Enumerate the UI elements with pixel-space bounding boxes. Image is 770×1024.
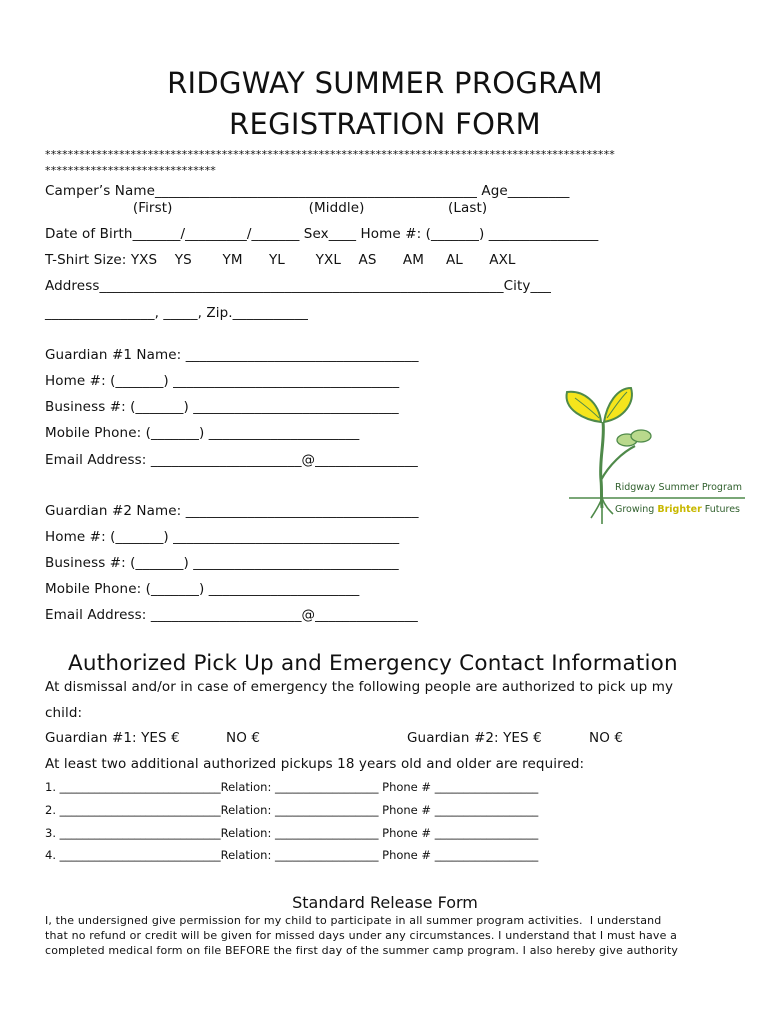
camper-name-sublabels: (First) (Middle) (Last): [45, 200, 488, 216]
logo-tagline-highlight: Brighter: [657, 504, 702, 515]
guardian1-mobile-field[interactable]: Mobile Phone: (_______) ______________________: [45, 425, 360, 441]
guardian1-home-field[interactable]: Home #: (_______) _________________________________: [45, 373, 400, 389]
stem-shape: [601, 422, 604, 508]
form-title-line2: REGISTRATION FORM: [229, 107, 541, 141]
guardian2-no-checkbox[interactable]: NO €: [589, 730, 624, 746]
guardian1-business-field[interactable]: Business #: (_______) ______________________________: [45, 399, 399, 415]
release-line: completed medical form on file BEFORE the first day of the summer camp program. I also hereby give authority: [45, 944, 679, 957]
release-line: that no refund or credit will be given for missed days under any circumstances. I understand that I must have a: [45, 929, 678, 942]
address-field[interactable]: Address___________________________________________________________City___: [45, 278, 552, 294]
guardian2-home-field[interactable]: Home #: (_______) _________________________________: [45, 529, 400, 545]
star-separator-line2: ******************************: [45, 164, 216, 177]
pickup-row[interactable]: 2. ____________________________Relation: __________________ Phone # __________________: [45, 803, 539, 817]
release-heading: Standard Release Form: [292, 893, 478, 912]
release-line: I, the undersigned give permission for my child to participate in all summer program activities. I understand: [45, 914, 662, 927]
guardian2-name-field[interactable]: Guardian #2 Name: __________________________________: [45, 503, 419, 519]
guardian2-mobile-field[interactable]: Mobile Phone: (_______) ______________________: [45, 581, 360, 597]
pickup-intro-line2: child:: [45, 705, 83, 721]
pickup-heading: Authorized Pick Up and Emergency Contact Information: [68, 651, 678, 676]
ridgway-logo: [555, 380, 750, 530]
tshirt-size-options[interactable]: T-Shirt Size: YXS YS YM YL YXL AS AM AL AXL: [45, 252, 516, 268]
pickup-row[interactable]: 1. ____________________________Relation: __________________ Phone # __________________: [45, 780, 539, 794]
guardian2-business-field[interactable]: Business #: (_______) ______________________________: [45, 555, 399, 571]
logo-tagline: Growing Brighter Futures: [615, 504, 741, 515]
pickup-row[interactable]: 3. ____________________________Relation: __________________ Phone # __________________: [45, 826, 539, 840]
small-leaf-shape: [631, 430, 651, 442]
branch-shape: [601, 446, 635, 480]
guardian2-yes-checkbox[interactable]: Guardian #2: YES €: [407, 730, 542, 746]
guardian1-no-checkbox[interactable]: NO €: [226, 730, 261, 746]
star-separator-line1: ****************************************************************************************************: [45, 148, 615, 161]
release-paragraph: [45, 913, 735, 958]
left-leaf-shape: [567, 392, 601, 422]
guardian2-email-field[interactable]: Email Address: ______________________@_______________: [45, 607, 418, 623]
zip-field[interactable]: ________________, _____, Zip.___________: [45, 305, 309, 321]
form-title-line1: RIDGWAY SUMMER PROGRAM: [167, 66, 603, 100]
guardian1-name-field[interactable]: Guardian #1 Name: __________________________________: [45, 347, 419, 363]
guardian1-yes-checkbox[interactable]: Guardian #1: YES €: [45, 730, 180, 746]
date-of-birth-field[interactable]: Date of Birth_______/_________/_______ Sex____ Home #: (_______) ________________: [45, 226, 599, 242]
guardian1-email-field[interactable]: Email Address: ______________________@_______________: [45, 452, 418, 468]
pickup-row[interactable]: 4. ____________________________Relation: __________________ Phone # __________________: [45, 848, 539, 862]
pickup-intro-line1: At dismissal and/or in case of emergency the following people are authorized to pick up my: [45, 679, 674, 695]
pickup-requirement: At least two additional authorized pickups 18 years old and older are required:: [45, 756, 585, 772]
logo-name-text: Ridgway Summer Program: [615, 482, 742, 493]
camper-name-field[interactable]: Camper’s Name_______________________________________________ Age_________: [45, 183, 570, 199]
